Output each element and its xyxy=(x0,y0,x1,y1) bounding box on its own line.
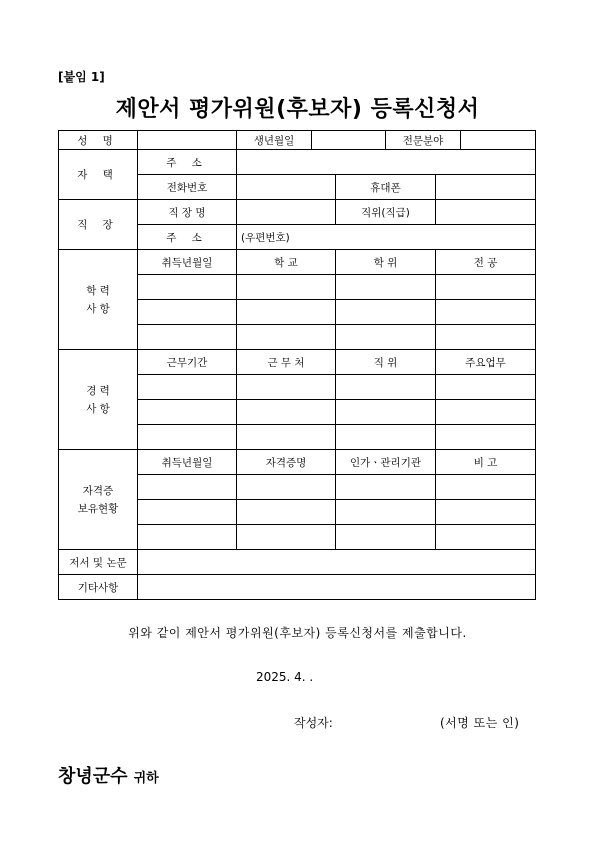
education-cell[interactable] xyxy=(138,325,237,350)
certificate-cell[interactable] xyxy=(436,475,536,500)
education-header: 학 교 xyxy=(237,250,336,275)
career-header: 주요업무 xyxy=(436,350,536,375)
certificate-cell[interactable] xyxy=(336,525,436,550)
publications-field[interactable] xyxy=(138,550,536,575)
career-cell[interactable] xyxy=(436,425,536,450)
specialty-field[interactable] xyxy=(461,131,536,150)
other-label: 기타사항 xyxy=(59,575,138,600)
home-label: 자 택 xyxy=(59,150,138,200)
career-cell[interactable] xyxy=(138,425,237,450)
home-address-field[interactable] xyxy=(237,150,536,175)
certificate-cell[interactable] xyxy=(237,500,336,525)
career-label xyxy=(59,350,138,450)
other-field[interactable] xyxy=(138,575,536,600)
education-cell[interactable] xyxy=(436,300,536,325)
addressee xyxy=(58,762,159,788)
postal-code-field[interactable]: (우편번호) xyxy=(237,225,536,250)
career-cell[interactable] xyxy=(436,400,536,425)
certificate-cell[interactable] xyxy=(237,525,336,550)
certificate-header: 인가ㆍ관리기관 xyxy=(336,450,436,475)
education-label-line1: 학 력 xyxy=(86,284,110,297)
career-cell[interactable] xyxy=(336,400,436,425)
certificate-cell[interactable] xyxy=(436,500,536,525)
education-header: 전 공 xyxy=(436,250,536,275)
career-cell[interactable] xyxy=(237,425,336,450)
education-cell[interactable] xyxy=(138,275,237,300)
career-label-line2: 사 항 xyxy=(86,402,110,415)
career-cell[interactable] xyxy=(436,375,536,400)
certificate-cell[interactable] xyxy=(237,475,336,500)
certificate-label-line1: 자격증 xyxy=(82,484,114,497)
career-cell[interactable] xyxy=(237,400,336,425)
education-cell[interactable] xyxy=(237,275,336,300)
certificate-cell[interactable] xyxy=(436,525,536,550)
certificate-header: 자격증명 xyxy=(237,450,336,475)
education-header: 취득년월일 xyxy=(138,250,237,275)
career-header: 직 위 xyxy=(336,350,436,375)
career-cell[interactable] xyxy=(138,400,237,425)
education-cell[interactable] xyxy=(336,275,436,300)
addressee-honorific: 귀하 xyxy=(133,771,159,786)
education-cell[interactable] xyxy=(237,325,336,350)
education-header: 학 위 xyxy=(336,250,436,275)
certificate-header: 비 고 xyxy=(436,450,536,475)
position-field[interactable] xyxy=(436,200,536,225)
certificate-cell[interactable] xyxy=(138,500,237,525)
certificate-cell[interactable] xyxy=(138,525,237,550)
publications-label: 저서 및 논문 xyxy=(59,550,138,575)
application-form-table xyxy=(58,130,536,600)
name-field[interactable] xyxy=(138,131,237,150)
career-cell[interactable] xyxy=(336,375,436,400)
career-header: 근무기간 xyxy=(138,350,237,375)
education-cell[interactable] xyxy=(436,275,536,300)
home-address-label: 주 소 xyxy=(138,150,237,175)
form-title: 제안서 평가위원(후보자) 등록신청서 xyxy=(115,97,480,122)
work-label: 직 장 xyxy=(59,200,138,250)
birth-date-label: 생년월일 xyxy=(237,131,312,150)
career-cell[interactable] xyxy=(237,375,336,400)
home-phone-field[interactable] xyxy=(237,175,336,200)
career-header: 근 무 처 xyxy=(237,350,336,375)
attachment-label: [붙임 1] xyxy=(58,70,105,84)
author-label: 작성자: xyxy=(294,716,333,730)
education-cell[interactable] xyxy=(336,300,436,325)
certificate-label xyxy=(59,450,138,550)
position-label: 직위(직급) xyxy=(336,200,436,225)
specialty-label: 전문분야 xyxy=(386,131,461,150)
career-cell[interactable] xyxy=(138,375,237,400)
mobile-field[interactable] xyxy=(436,175,536,200)
certificate-cell[interactable] xyxy=(138,475,237,500)
certificate-cell[interactable] xyxy=(336,500,436,525)
mobile-label: 휴대폰 xyxy=(336,175,436,200)
work-address-label: 주 소 xyxy=(138,225,237,250)
education-cell[interactable] xyxy=(138,300,237,325)
education-cell[interactable] xyxy=(237,300,336,325)
education-label xyxy=(59,250,138,350)
education-label-line2: 사 항 xyxy=(86,302,110,315)
submission-date: 2025. 4. . xyxy=(256,670,314,684)
work-name-field[interactable] xyxy=(237,200,336,225)
home-phone-label: 전화번호 xyxy=(138,175,237,200)
signature-label: (서명 또는 인) xyxy=(440,716,520,730)
education-cell[interactable] xyxy=(436,325,536,350)
certificate-label-line2: 보유현황 xyxy=(77,502,119,515)
addressee-name: 창녕군수 xyxy=(58,766,128,787)
birth-date-field[interactable] xyxy=(312,131,386,150)
career-label-line1: 경 력 xyxy=(86,384,110,397)
submission-statement: 위와 같이 제안서 평가위원(후보자) 등록신청서를 제출합니다. xyxy=(128,626,467,640)
education-cell[interactable] xyxy=(336,325,436,350)
career-cell[interactable] xyxy=(336,425,436,450)
work-name-label: 직 장 명 xyxy=(138,200,237,225)
certificate-header: 취득년월일 xyxy=(138,450,237,475)
name-label: 성 명 xyxy=(59,131,138,150)
certificate-cell[interactable] xyxy=(336,475,436,500)
